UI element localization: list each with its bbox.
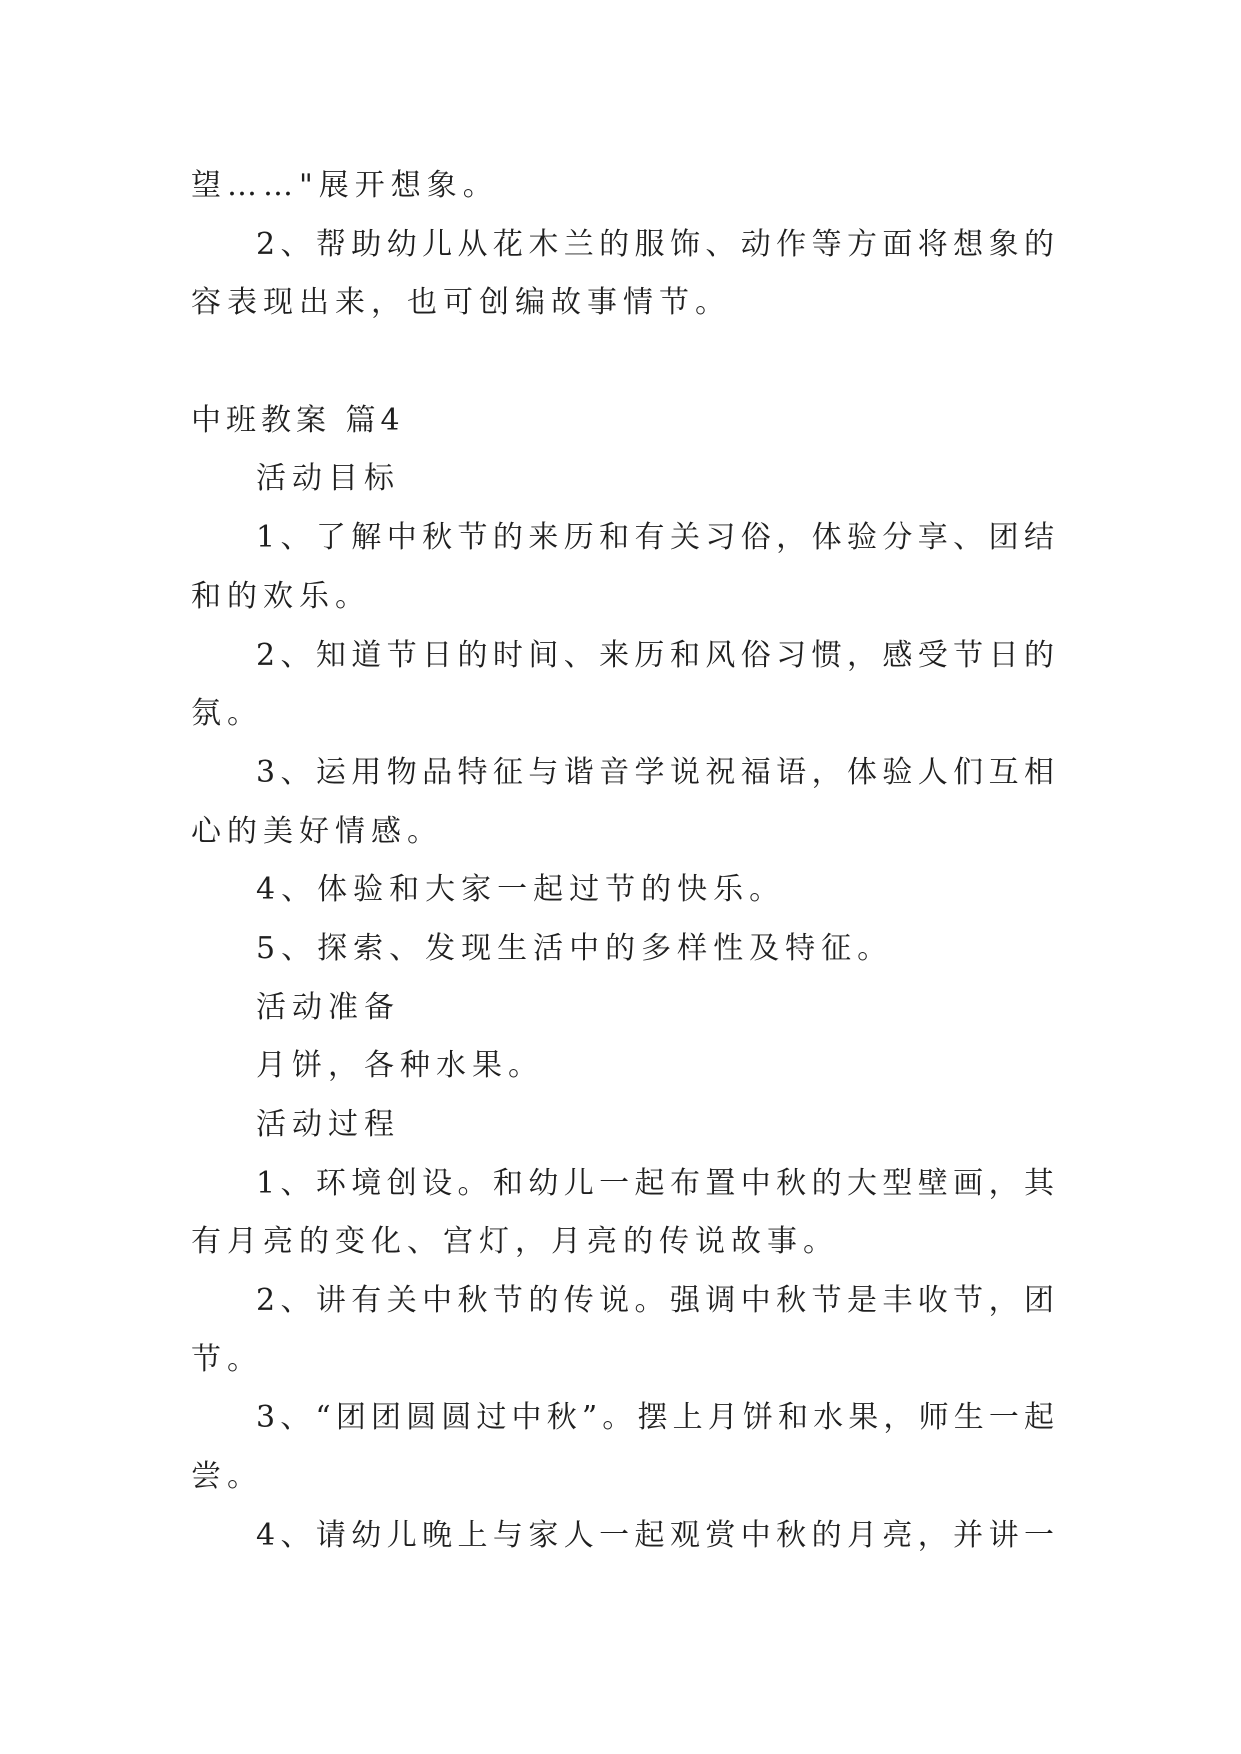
text-line: 3、“团团圆圆过中秋”。摆上月饼和水果，师生一起 (256, 1400, 1058, 1436)
paragraph (191, 861, 1058, 920)
text-line: 2、知道节日的时间、来历和风俗习惯，感受节日的 (256, 637, 1058, 673)
text-line: 活动目标 (256, 461, 400, 497)
paragraph (191, 1037, 1058, 1096)
paragraph (191, 1389, 1058, 1506)
text-line: 和的欢乐。 (191, 578, 371, 614)
text-line: 节。 (191, 1341, 263, 1377)
text-line: 氛。 (191, 696, 263, 732)
document-page-body (191, 157, 1058, 1566)
paragraph (191, 216, 1058, 333)
paragraph (191, 627, 1058, 744)
section-heading (191, 392, 1058, 451)
text-line: 2、帮助幼儿从花木兰的服饰、动作等方面将想象的 (256, 226, 1058, 262)
paragraph (191, 1272, 1058, 1389)
text-line: 2、讲有关中秋节的传说。强调中秋节是丰收节，团 (256, 1283, 1058, 1319)
paragraph (191, 1096, 1058, 1155)
paragraph (191, 744, 1058, 861)
text-line: 1、环境创设。和幼儿一起布置中秋的大型壁画，其 (256, 1165, 1058, 1201)
paragraph (191, 1507, 1058, 1566)
text-line: 1、了解中秋节的来历和有关习俗，体验分享、团结 (256, 520, 1058, 556)
text-line: 活动准备 (256, 989, 400, 1025)
text-line: 4、请幼儿晚上与家人一起观赏中秋的月亮，并讲一 (256, 1517, 1058, 1553)
text-line: 5、探索、发现生活中的多样性及特征。 (256, 930, 894, 966)
paragraph (191, 509, 1058, 626)
text-line: 3、运用物品特征与谐音学说祝福语，体验人们互相 (256, 754, 1058, 790)
text-line: 尝。 (191, 1459, 263, 1495)
text-line: 有月亮的变化、宫灯，月亮的传说故事。 (191, 1224, 839, 1260)
text-line: 月饼，各种水果。 (256, 1048, 544, 1084)
paragraph (191, 1155, 1058, 1272)
text-line: 容表现出来，也可创编故事情节。 (191, 285, 731, 321)
paragraph (191, 157, 1058, 216)
text-line: 心的美好情感。 (191, 813, 443, 849)
text-line: 4、体验和大家一起过节的快乐。 (256, 872, 786, 908)
heading-text: 中班教案 篇4 (191, 402, 405, 438)
paragraph (191, 450, 1058, 509)
text-line: 活动过程 (256, 1107, 400, 1142)
paragraph (191, 979, 1058, 1038)
text-line: 望……"展开想象。 (191, 168, 499, 203)
paragraph (191, 920, 1058, 979)
